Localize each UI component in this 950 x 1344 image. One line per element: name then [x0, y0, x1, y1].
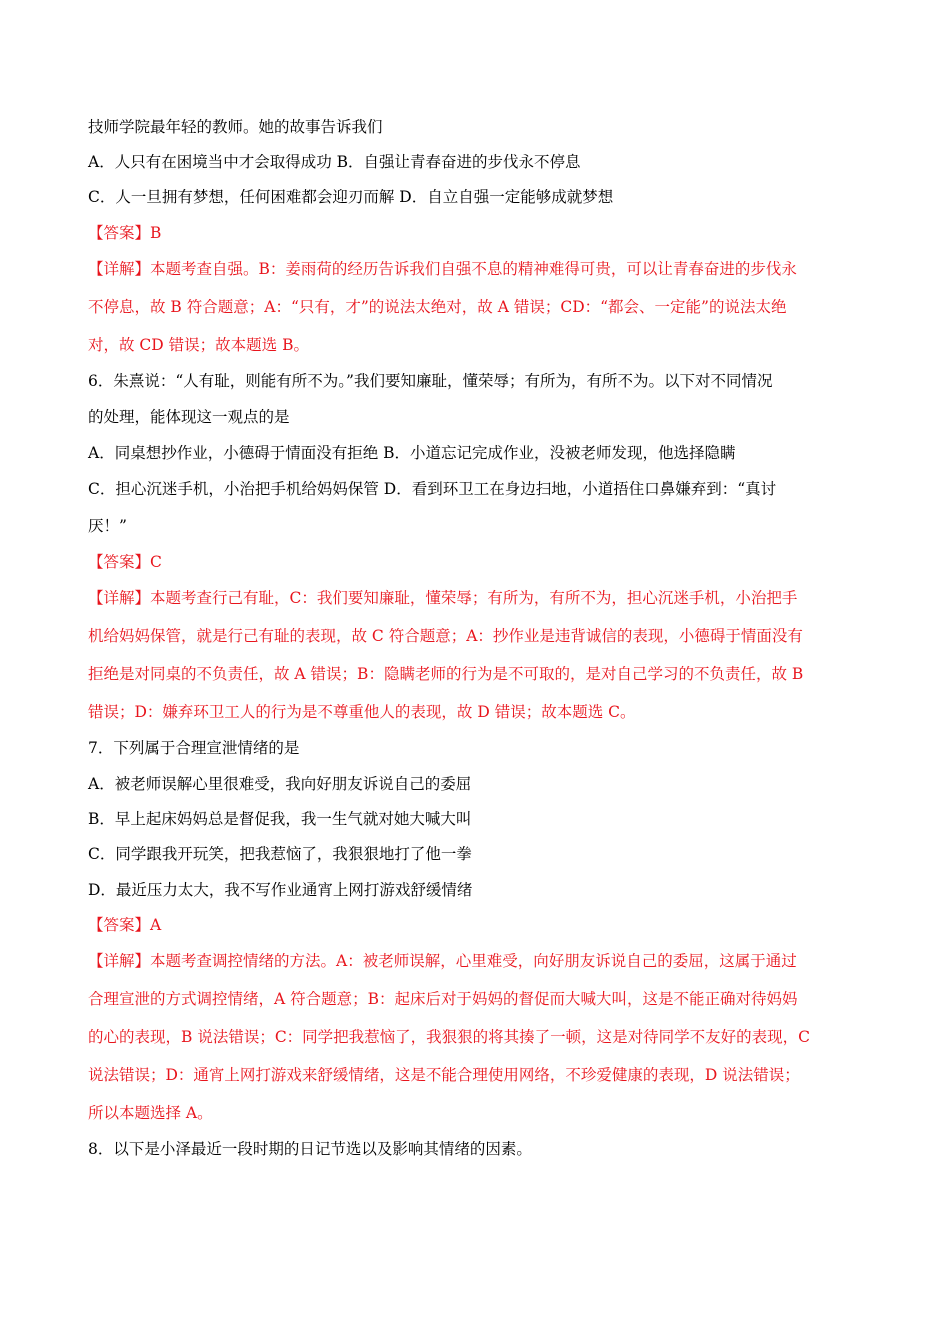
q6-options-cd-line: C．担心沉迷手机，小治把手机给妈妈保管 D．看到环卫工在身边扫地，小道捂住口鼻嫌弃到：“真讨	[88, 480, 777, 498]
q5-options-ab: A．人只有在困境当中才会取得成功 B．自强让青春奋进的步伐永不停息	[88, 153, 581, 171]
q8-stem: 8．以下是小泽最近一段时期的日记节选以及影响其情绪的因素。	[88, 1140, 532, 1158]
q5-explain-line: 【详解】本题考查自强。B：姜雨荷的经历告诉我们自强不息的精神难得可贵，可以让青春奋进的步伐永	[88, 260, 797, 278]
q5-explain-line: 对，故 CD 错误；故本题选 B。	[88, 336, 309, 354]
q5-stem-tail: 技师学院最年轻的教师。她的故事告诉我们	[88, 118, 383, 136]
q6-options-ab: A．同桌想抄作业，小德碍于情面没有拒绝 B．小道忘记完成作业，没被老师发现，他选择隐瞒	[88, 444, 736, 462]
q6-explain-line: 错误；D：嫌弃环卫工人的行为是不尊重他人的表现，故 D 错误；故本题选 C。	[88, 703, 636, 721]
q6-stem-line: 的处理，能体现这一观点的是	[88, 408, 290, 426]
q6-explain-line: 【详解】本题考查行己有耻，C：我们要知廉耻，懂荣辱；有所为，有所不为，担心沉迷手机，小治把手	[88, 589, 798, 607]
q6-answer: 【答案】C	[88, 553, 162, 571]
q7-option: B．早上起床妈妈总是督促我，我一生气就对她大喊大叫	[88, 810, 472, 828]
q7-explain-line: 的心的表现，B 说法错误；C：同学把我惹恼了，我狠狠的将其揍了一顿，这是对待同学不友好的表现，C	[88, 1028, 811, 1046]
q7-option: C．同学跟我开玩笑，把我惹恼了，我狠狠地打了他一拳	[88, 845, 472, 863]
q6-explain-line: 拒绝是对同桌的不负责任，故 A 错误；B：隐瞒老师的行为是不可取的，是对自己学习的不负责任，故 B	[88, 665, 804, 683]
q7-explain-line: 所以本题选择 A。	[88, 1104, 213, 1122]
q7-explain-line: 【详解】本题考查调控情绪的方法。A：被老师误解，心里难受，向好朋友诉说自己的委屈，这属于通过	[88, 952, 797, 970]
q6-options-cd-line: 厌！”	[88, 517, 127, 535]
q7-stem: 7．下列属于合理宣泄情绪的是	[88, 739, 300, 757]
q6-explain-line: 机给妈妈保管，就是行己有耻的表现，故 C 符合题意；A：抄作业是违背诚信的表现，小德碍于情面没有	[88, 627, 803, 645]
q7-explain-line: 合理宣泄的方式调控情绪，A 符合题意；B：起床后对于妈妈的督促而大喊大叫，这是不能正确对待妈妈	[88, 990, 798, 1008]
q7-option: A．被老师误解心里很难受，我向好朋友诉说自己的委屈	[88, 775, 472, 793]
q5-answer: 【答案】B	[88, 224, 162, 242]
q5-options-cd: C．人一旦拥有梦想，任何困难都会迎刃而解 D．自立自强一定能够成就梦想	[88, 188, 614, 206]
q7-option: D．最近压力太大，我不写作业通宵上网打游戏舒缓情绪	[88, 881, 473, 899]
q6-stem-line: 6．朱熹说：“人有耻，则能有所不为。”我们要知廉耻，懂荣辱；有所为，有所不为。以下对不同情况	[88, 372, 773, 390]
q7-explain-line: 说法错误；D：通宵上网打游戏来舒缓情绪，这是不能合理使用网络，不珍爱健康的表现，D 说法错误；	[88, 1066, 800, 1084]
q5-explain-line: 不停息，故 B 符合题意；A：“只有，才”的说法太绝对，故 A 错误；CD：“都会、一定能”的说法太绝	[88, 298, 787, 316]
q7-answer: 【答案】A	[88, 916, 162, 934]
